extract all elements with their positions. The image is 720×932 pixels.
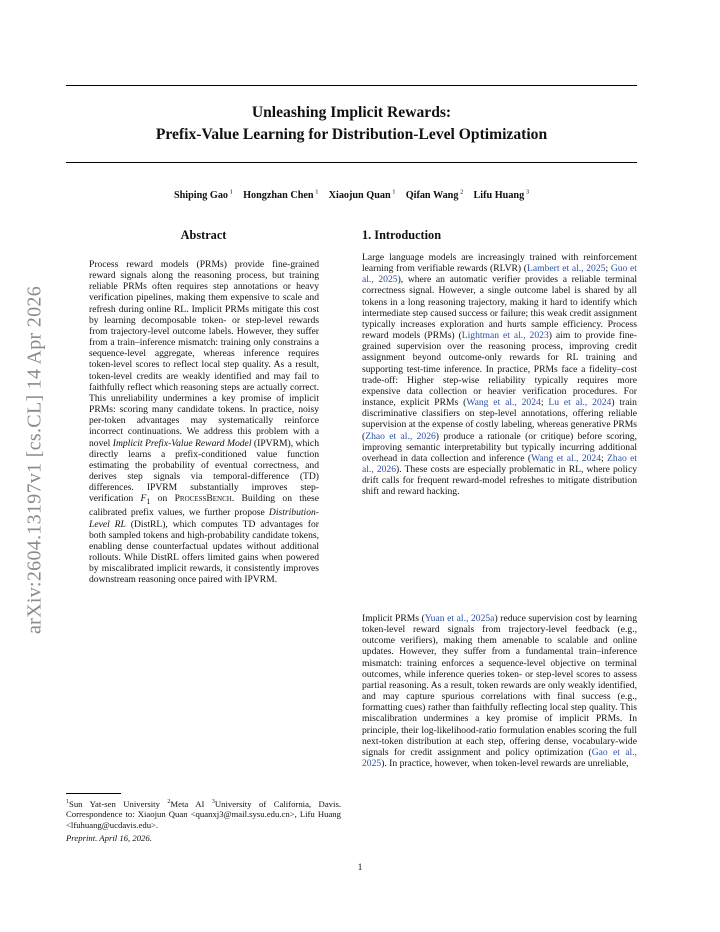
introduction-paragraph-2 [362,613,637,769]
author-name: Xiaojun Quan $^1$ [328,189,396,202]
arxiv-identifier: arXiv:2604.13197v1 [cs.CL] 14 Apr 2026 [23,285,46,635]
author-name: Hongzhan Chen $^1$ [243,189,319,202]
paper-title-line-1: Unleashing Implicit Rewards: [251,104,452,121]
citation-link[interactable]: Guo et al., 2025 [362,263,637,286]
preprint-note: Preprint. April 16, 2026. [66,833,152,843]
abstract-heading: Abstract [180,228,227,242]
citation-link[interactable]: Gao et al., 2025 [362,746,637,770]
arxiv-sidebar [20,270,50,650]
paper-title-line-2: Prefix-Value Learning for Distribution-Level Optimization [155,126,548,143]
citation-link[interactable]: Wang et al., 2024 [531,452,602,464]
title-rule-top [66,85,637,86]
introduction-heading: 1. Introduction [362,228,442,242]
citation-link[interactable]: Zhao et al., 2026 [365,430,436,442]
author-name: Qifan Wang $^2$ [405,189,464,202]
title-rule-bottom [66,162,637,163]
author-list [66,186,637,203]
intro-text-2: Implicit PRMs (Yuan et al., 2025a) reduce supervision cost by learning token-level reward signals from trajectory-level feedback (e.g., outcome verifiers), making them amenable to scalable and online updates. However, they suffer from a fundamental train–inference mismatch: training enforces a sequence-level objective on terminal outcomes, while inference queries token- or step-level scores to assess partial reasoning. As a result, token rewards are only weakly identified, and may capture spurious correlations with final success (e.g., formatting cues) rather than faithfully reflecting local step quality. This miscalibration undermines a key promise of implicit PRMs. In principle, their log-likelihood-ratio formulation enables scoring the full next-token distribution at each step, offering dense, vocabulary-wide signals for credit assignment and policy optimization (Gao et al., 2025). In practice, however, when token-level rewards are unreliable, [362,613,637,770]
citation-link[interactable]: Lambert et al., 2025 [527,263,606,275]
affiliation-footnote: $^1$Sun Yat-sen University $^2$Meta AI $^3$University of California, Davis. Correspondence to: Xiaojun Quan <quanxj3@mail.sysu.edu.cn>, Lifu Huang <lfuhuang@ucdavis.edu>. [66,798,341,830]
abstract-body [89,259,319,585]
citation-link[interactable]: Wang et al., 2024 [466,397,541,409]
citation-link[interactable]: Zhao et al., 2026 [362,452,637,475]
citation-link[interactable]: Yuan et al., 2025a [424,613,495,624]
page-number: 1 [357,862,363,873]
intro-text-1: Large language models are increasingly trained with reinforcement learning from verifiable rewards (RLVR) (Lambert et al., 2025; Guo et al., 2025), where an automatic verifier provides a reliable terminal correctness signal. However, a single outcome label is shared by all tokens in a long reasoning trajectory, making it hard to identify which intermediate step caused success or failure; this weak credit assignment typically increases exploration and hurts sample efficiency. Process reward models (PRMs) (Lightman et al., 2023) aim to provide fine-grained supervision over the reasoning process, improving credit assignment beyond outcome-only rewards for RL training and supporting test-time inference. In practice, PRMs face a fidelity–cost trade-off: Higher step-wise reliability typically requires more expensive data collection or heavier verification procedures. For instance, explicit PRMs (Wang et al., 2024; Lu et al., 2024) train discriminative classifiers on step-level annotations, offering reliable supervision at the expense of costly labeling, whereas generative PRMs (Zhao et al., 2026) produce a rationale (or critique) before scoring, improving semantic interpretability but typically incurring additional overhead in data collection and inference (Wang et al., 2024; Zhao et al., 2026). These costs are especially problematic in RL, where policy drift calls for frequent reward-model refreshes to mitigate distribution shift and reward hacking. [362,252,638,498]
footnote-rule [66,793,121,794]
author-name: Lifu Huang $^3$ [473,189,530,202]
abstract-paragraph: Process reward models (PRMs) provide fine-grained reward signals along the reasoning process, but training reliable PRMs often requires step annotations or heavy verification pipelines, making them expensive to scale and refresh during online RL. Implicit PRMs mitigate this cost by learning decomposable token- or step-level rewards from trajectory-level outcome labels. However, they suffer from a train–inference mismatch: training only constrains a sequence-level aggregate, whereas inference requires token-level scores to reflect local step quality. As a result, token-level credits are weakly identified and may fail to faithfully reflect which reasoning steps are actually correct. This unreliability undermines a key promise of implicit PRMs: scoring many candidate tokens. In practice, noisy per-token advantages may systematically reinforce incorrect continuations. We address this problem with a novel Implicit Prefix-Value Reward Model (IPVRM), which directly learns a prefix-conditioned value function estimating the probability of eventual correctness, and derives step signals via temporal-difference (TD) differences. IPVRM substantially improves step-verification $F_1$ on ProcessBench. Building on these calibrated prefix values, we further propose Distribution-Level RL (DistRL), which computes TD advantages for both sampled tokens and high-probability candidate tokens, enabling dense counterfactual updates without additional rollouts. While DistRL offers limited gains when powered by miscalibrated implicit rewards, it consistently improves downstream reasoning once paired with IPVRM. [89,259,319,586]
citation-link[interactable]: Lightman et al., 2023 [461,330,549,342]
author-name: Shiping Gao $^1$ [173,189,233,202]
introduction-paragraph-1 [362,252,637,497]
citation-link[interactable]: Lu et al., 2024 [548,397,612,409]
